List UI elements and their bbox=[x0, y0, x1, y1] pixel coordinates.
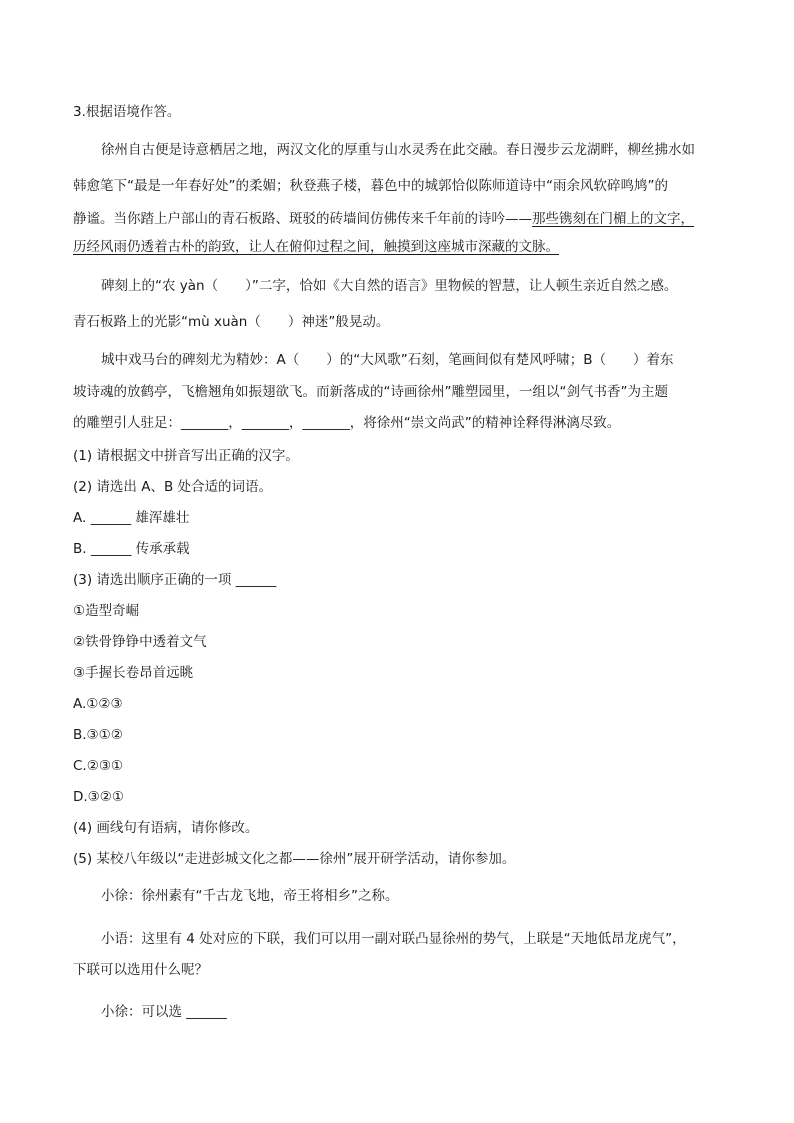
option-c: C.②③① bbox=[73, 758, 124, 774]
option-b: B.③①② bbox=[73, 727, 123, 743]
dialog-line-2: 小语：这里有 4 处对应的下联，我们可以用一副对联凸显徐州的势气，上联是“天地低昂龙虎气”， bbox=[101, 931, 686, 947]
para1-line1: 徐州自古便是诗意栖居之地，两汉文化的厚重与山水灵秀在此交融。春日漫步云龙湖畔，柳丝拂水如 bbox=[101, 142, 695, 158]
question-5: (5) 某校八年级以“走进彭城文化之都——徐州”展开研学活动，请你参加。 bbox=[73, 851, 516, 867]
para3-line1: 城中戏马台的碑刻尤为精妙：A（ ）的“大风歌”石刻，笔画间似有楚风呼啸；B（ ）着东 bbox=[101, 352, 674, 368]
option-a: A.①②③ bbox=[73, 696, 123, 712]
para1-line3-text: 静谧。当你踏上户部山的青石板路、斑驳的砖墙间仿佛传来千年前的诗吟—— bbox=[73, 211, 532, 227]
question-title: 3.根据语境作答。 bbox=[73, 104, 181, 120]
dialog-line-2-cont: 下联可以选用什么呢？ bbox=[73, 962, 208, 978]
para3-line3: 的雕塑引人驻足：_______，_______，_______，将徐州“崇文尚武”的精神诠释得淋漓尽致。 bbox=[73, 415, 621, 431]
item-2: ②铁骨铮铮中透着文气 bbox=[73, 634, 207, 650]
question-4: (4) 画线句有语病，请你修改。 bbox=[73, 820, 259, 836]
option-d: D.③②① bbox=[73, 789, 124, 805]
question-1: (1) 请根据文中拼音写出正确的汉字。 bbox=[73, 448, 299, 464]
underlined-sentence-part2: 历经风雨仍透着古朴的韵致，让人在俯仰过程之间，触摸到这座城市深藏的文脉。 bbox=[73, 239, 559, 255]
item-1: ①造型奇崛 bbox=[73, 603, 140, 619]
question-2-option-b: B. ______ 传承承载 bbox=[73, 541, 190, 557]
para3-line2: 坡诗魂的放鹤亭，飞檐翘角如振翅欲飞。而新落成的“诗画徐州”雕塑园里，一组以“剑气书香”为主题 bbox=[73, 384, 668, 400]
underlined-sentence-part1: 那些镌刻在门楣上的文字， bbox=[532, 211, 694, 227]
question-2-option-a: A. ______ 雄浑雄壮 bbox=[73, 510, 190, 526]
question-2: (2) 请选出 A、B 处合适的词语。 bbox=[73, 479, 272, 495]
question-3: (3) 请选出顺序正确的一项 ______ bbox=[73, 572, 277, 588]
para2-line1: 碑刻上的“农 yàn（ ）”二字，恰如《大自然的语言》里物候的智慧，让人顿生亲近自然之感。 bbox=[101, 278, 678, 294]
dialog-line-1: 小徐：徐州素有“千古龙飞地，帝王将相乡”之称。 bbox=[101, 888, 399, 904]
para1-line2: 韩愈笔下“最是一年春好处”的柔媚；秋登燕子楼，暮色中的城郭恰似陈师道诗中“雨余风软碎鸣鸠”的 bbox=[73, 178, 668, 194]
dialog-line-3: 小徐：可以选 ______ bbox=[101, 1004, 227, 1020]
item-3: ③手握长卷昂首远眺 bbox=[73, 665, 194, 681]
para2-line2: 青石板路上的光影“mù xuàn（ ）神迷”般晃动。 bbox=[73, 314, 390, 330]
para1-line3 bbox=[73, 209, 694, 229]
